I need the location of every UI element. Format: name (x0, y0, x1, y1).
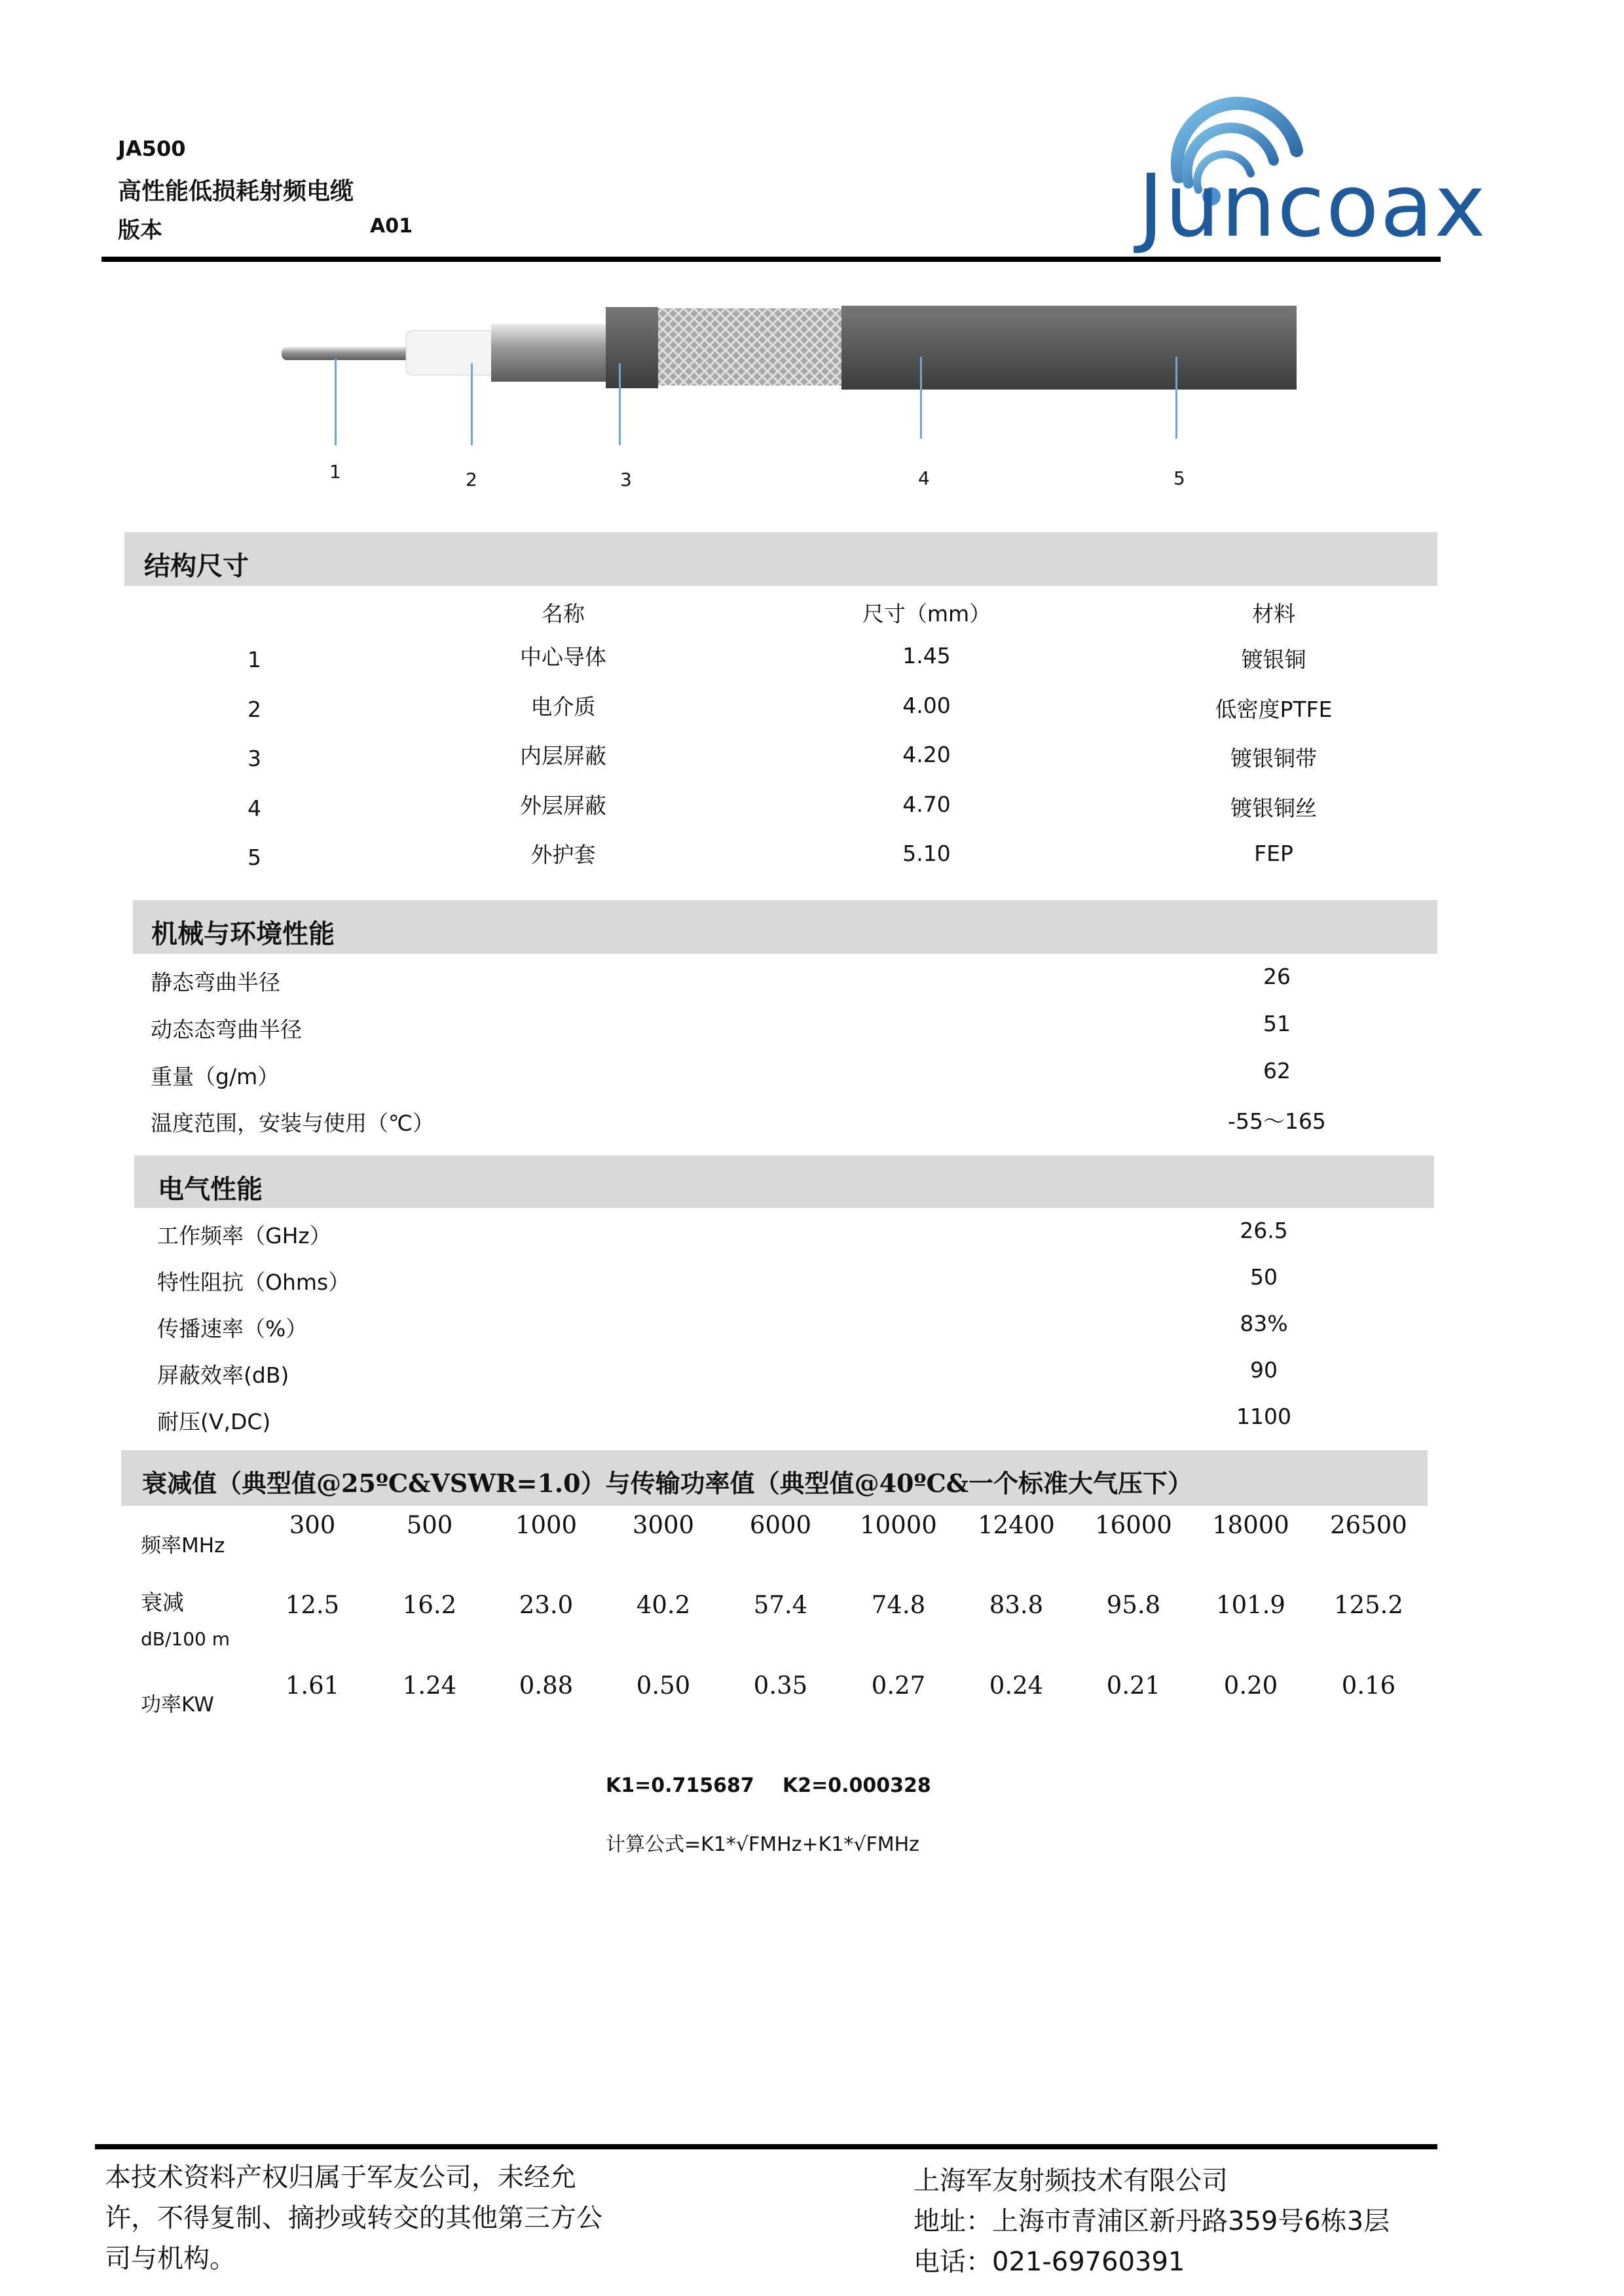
power-value: 0.20 (1223, 1671, 1278, 1700)
structure-header-size: 尺寸（mm） (862, 601, 991, 627)
copyright-line: 司与机构。 (105, 2244, 236, 2274)
spec-label: 重量（g/m） (151, 1064, 280, 1089)
callout-number-2: 2 (466, 469, 477, 490)
company-phone: 电话：021-69760391 (913, 2247, 1185, 2277)
frequency-value: 500 (406, 1511, 453, 1539)
header-divider (101, 257, 1441, 262)
callout-number-5: 5 (1173, 467, 1185, 489)
version-value: A01 (370, 215, 413, 238)
power-value: 0.16 (1341, 1671, 1396, 1700)
copyright-line: 许，不得复制、摘抄或转交的其他第三方公 (105, 2203, 602, 2233)
attenuation-value: 23.0 (519, 1591, 574, 1619)
spec-value: -55～165 (1228, 1108, 1326, 1134)
callout-line-1 (335, 359, 337, 445)
copyright-notice (105, 2157, 602, 2279)
structure-row-name: 外护套 (530, 842, 596, 867)
calculation-formula: 计算公式=K1*√FMHz+K1*√FMHz (606, 1833, 919, 1856)
spec-label: 温度范围，安装与使用（℃） (151, 1110, 435, 1136)
structure-row-no: 2 (248, 697, 261, 722)
attenuation-value: 95.8 (1106, 1591, 1161, 1619)
frequency-value: 12400 (978, 1511, 1055, 1539)
company-address: 地址：上海市青浦区新丹路359号6栋3层 (913, 2206, 1390, 2236)
power-value: 1.24 (402, 1671, 457, 1700)
company-name: 上海军友射频技术有限公司 (913, 2166, 1228, 2196)
callout-number-1: 1 (329, 461, 341, 483)
outer-shield-braid (655, 308, 845, 386)
jacket (841, 306, 1297, 390)
cable-structure-figure (275, 298, 1297, 396)
frequency-value: 6000 (749, 1511, 812, 1539)
jacket-left (606, 307, 658, 388)
document-title: 高性能低损耗射频电缆 (118, 178, 354, 205)
attenuation-value: 74.8 (871, 1591, 926, 1619)
electrical-section-bar (134, 1156, 1434, 1208)
frequency-value: 18000 (1212, 1511, 1289, 1539)
frequency-value: 26500 (1330, 1511, 1407, 1539)
attenuation-unit-label: dB/100 m (141, 1628, 231, 1650)
logo-text: Juncoax (1138, 156, 1487, 257)
spec-value: 50 (1250, 1264, 1278, 1290)
attenuation-value: 83.8 (989, 1591, 1044, 1619)
spec-label: 工作频率（GHz） (157, 1223, 331, 1248)
structure-row-material: 低密度PTFE (1215, 697, 1333, 722)
model-number: JA500 (118, 136, 186, 161)
frequency-value: 300 (289, 1511, 336, 1539)
callout-line-4 (920, 357, 922, 439)
power-value: 0.21 (1106, 1671, 1161, 1700)
spec-label: 静态弯曲半径 (151, 970, 280, 995)
power-value: 1.61 (285, 1671, 340, 1700)
attenuation-section-title: 衰减值（典型值@25ºC&VSWR=1.0）与传输功率值（典型值@40ºC&一个标准大气压下） (142, 1468, 1192, 1498)
attenuation-value: 12.5 (285, 1591, 340, 1619)
electrical-section-title: 电气性能 (158, 1175, 263, 1205)
copyright-line: 本技术资料产权归属于军友公司，未经允 (105, 2162, 576, 2193)
callout-number-4: 4 (918, 467, 930, 489)
frequency-value: 16000 (1095, 1511, 1172, 1539)
structure-row-name: 内层屏蔽 (520, 743, 606, 769)
structure-row-material: 镀银铜 (1241, 647, 1306, 672)
frequency-value: 10000 (860, 1511, 937, 1539)
structure-row-size: 4.00 (902, 693, 951, 718)
power-value: 0.50 (636, 1671, 691, 1700)
frequency-value: 3000 (632, 1511, 695, 1539)
structure-row-no: 5 (248, 845, 261, 870)
power-value: 0.27 (871, 1671, 926, 1700)
mechanical-section-title: 机械与环境性能 (151, 919, 335, 949)
spec-value: 62 (1263, 1058, 1291, 1084)
structure-section-bar (124, 532, 1437, 586)
structure-row-name: 外层屏蔽 (520, 793, 606, 818)
attenuation-row-label: 衰减 (141, 1590, 184, 1615)
k2-constant: K2=0.000328 (783, 1774, 931, 1797)
spec-value: 83% (1240, 1311, 1288, 1336)
spec-value: 1100 (1236, 1404, 1291, 1429)
structure-row-no: 4 (248, 795, 261, 821)
k1-constant: K1=0.715687 (606, 1774, 754, 1797)
power-value: 0.24 (989, 1671, 1044, 1700)
dielectric (406, 331, 504, 375)
structure-row-material: 镀银铜带 (1230, 746, 1317, 771)
spec-value: 26.5 (1240, 1218, 1288, 1243)
structure-header-material: 材料 (1252, 601, 1295, 627)
spec-label: 传播速率（%） (157, 1316, 308, 1341)
footer-divider (95, 2144, 1437, 2149)
mechanical-section-bar (133, 900, 1437, 954)
structure-row-size: 5.10 (902, 841, 951, 866)
structure-row-name: 电介质 (530, 694, 596, 720)
inner-shield (491, 324, 609, 382)
frequency-row-label: 频率MHz (141, 1534, 225, 1558)
version-label: 版本 (118, 217, 162, 244)
company-info (913, 2160, 1390, 2282)
power-value: 0.35 (753, 1671, 808, 1700)
spec-value: 51 (1263, 1011, 1291, 1036)
structure-row-name: 中心导体 (520, 644, 606, 670)
center-conductor (282, 347, 419, 360)
structure-header-name: 名称 (542, 601, 585, 627)
attenuation-value: 125.2 (1334, 1591, 1403, 1619)
spec-label: 耐压(V,DC) (157, 1409, 271, 1434)
structure-row-size: 1.45 (902, 643, 951, 668)
callout-number-3: 3 (620, 469, 632, 490)
attenuation-value: 57.4 (753, 1591, 808, 1619)
structure-row-size: 4.70 (902, 792, 951, 817)
structure-section-title: 结构尺寸 (144, 551, 249, 581)
spec-label: 屏蔽效率(dB) (157, 1362, 289, 1388)
structure-row-size: 4.20 (902, 742, 951, 767)
structure-row-material: FEP (1254, 841, 1293, 866)
power-value: 0.88 (519, 1671, 574, 1700)
attenuation-value: 16.2 (402, 1591, 457, 1619)
spec-value: 90 (1250, 1357, 1278, 1383)
callout-line-2 (471, 363, 473, 445)
attenuation-value: 40.2 (636, 1591, 691, 1619)
power-row-label: 功率KW (141, 1693, 214, 1717)
spec-value: 26 (1263, 964, 1291, 989)
callout-line-3 (619, 363, 621, 445)
frequency-value: 1000 (515, 1511, 578, 1539)
structure-row-no: 3 (248, 746, 261, 771)
spec-label: 动态态弯曲半径 (151, 1017, 302, 1042)
spec-label: 特性阻抗（Ohms） (157, 1269, 350, 1295)
callout-line-5 (1175, 357, 1177, 439)
structure-row-material: 镀银铜丝 (1230, 795, 1317, 821)
attenuation-value: 101.9 (1216, 1591, 1285, 1619)
attenuation-section-bar (121, 1450, 1428, 1506)
structure-row-no: 1 (248, 647, 261, 672)
